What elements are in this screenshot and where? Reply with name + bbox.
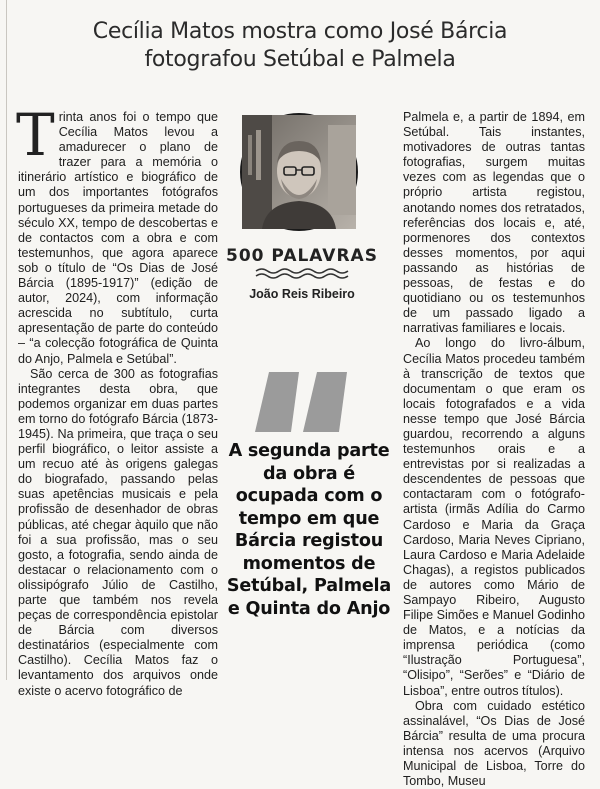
headline: [30, 18, 570, 74]
right-column: [403, 110, 586, 789]
paragraph-4: Ao longo do livro-álbum, Cecília Matos procedeu também à transcrição de textos que documentam o que eram os locais fotografados e a vida nesse tempo que José Bárcia guardou, recorrendo a alguns testemunhos orais e a entrevistas por si realizadas a descendentes de pessoas que contactaram com o fotógrafo-artista (irmãs Adília do Carmo Cardoso e Maria da Graça Cardoso, Maria Neves Cipriano, Laura Cardoso e Maria Adelaide Chagas), a registos publicados de autores como Mário de Sampayo Ribeiro, Augusto Filipe Simões e Manuel Godinho de Matos, e a notícias da imprensa periódica (como “Ilustração Portuguesa”, “Olisipo”, “Serões” e “Diário de Lisboa”, entre outros títulos).: [403, 336, 586, 698]
left-column: [16, 101, 218, 698]
column-rule: [6, 0, 7, 680]
quote-mark-icon: [255, 372, 347, 432]
paragraph-1-text: rinta anos foi o tempo que Cecília Matos levou a amadurecer o plano de trazer para a memória o itinerário artístico e biográfico de um dos importantes fotógrafos portugueses da primeira metade do século XX, tempo de descobertas e de contactos com a obra e com testemunhos, que agora aparece sob o título de “Os Dias de José Bárcia (1895-1917)” (edição de autor, 2024), com informação acrescida no subtítulo, curta apresentação de parte do conteúdo – “a colecção fotográfica de Quinta do Anjo, Palmela e Setúbal”.: [18, 110, 218, 366]
column-name: 500 PALAVRAS: [226, 246, 378, 266]
wave-divider-icon: [256, 267, 348, 279]
paragraph-5: Obra com cuidado estético assinalável, “Os Dias de José Bárcia” resulta de uma procura intensa nos acervos (Arquivo Municipal de Lisboa, Torre do Tombo, Museu: [403, 698, 585, 789]
headline-line-2: fotografou Setúbal e Palmela: [144, 47, 456, 72]
author-byline: João Reis Ribeiro: [249, 287, 355, 301]
paragraph-1: [16, 101, 218, 367]
drop-cap: T: [16, 101, 55, 169]
headline-line-1: Cecília Matos mostra como José Bárcia: [92, 19, 508, 44]
pull-quote: A segunda parte da obra é ocupada com o tempo em que Bárcia registou momentos de Setúbal, Palmela e Quinta do Anjo: [226, 441, 392, 619]
portrait-icon: [242, 115, 356, 229]
author-portrait: [240, 113, 358, 231]
paragraph-2: São cerca de 300 as fotografias integrantes desta obra, que podemos organizar em duas partes em torno do fotógrafo Bárcia (1873-1945). Na primeira, que traça o seu perfil biográfico, o leitor assiste a um recuo até às origens galegas do biografado, passando pelas suas apetências musicais e pela profissão de desenhador de obras públicas, até chegar àquilo que não foi a sua profissão, mas o seu gosto, a fotografia, sendo ainda de destacar o relacionamento com o olissipógrafo Júlio de Castilho, parte que também nos revela peças de correspondência epistolar de Bárcia com diversos destinatários (especialmente com Castilho). Cecília Matos faz o levantamento dos arquivos onde existe o acervo fotográfico de: [18, 366, 218, 698]
paragraph-3: Palmela e, a partir de 1894, em Setúbal. Tais instantes, motivadores de outras tantas fotografias, surgem muitas vezes com as legendas que o próprio artista registou, anotando nomes dos retratados, referências dos locais e, até, pormenores dos contextos desses momentos, por aqui passando as histórias de pessoas, de festas e do quotidiano ou os testemunhos de um passado ligado a narrativas familiares e locais.: [403, 110, 585, 336]
